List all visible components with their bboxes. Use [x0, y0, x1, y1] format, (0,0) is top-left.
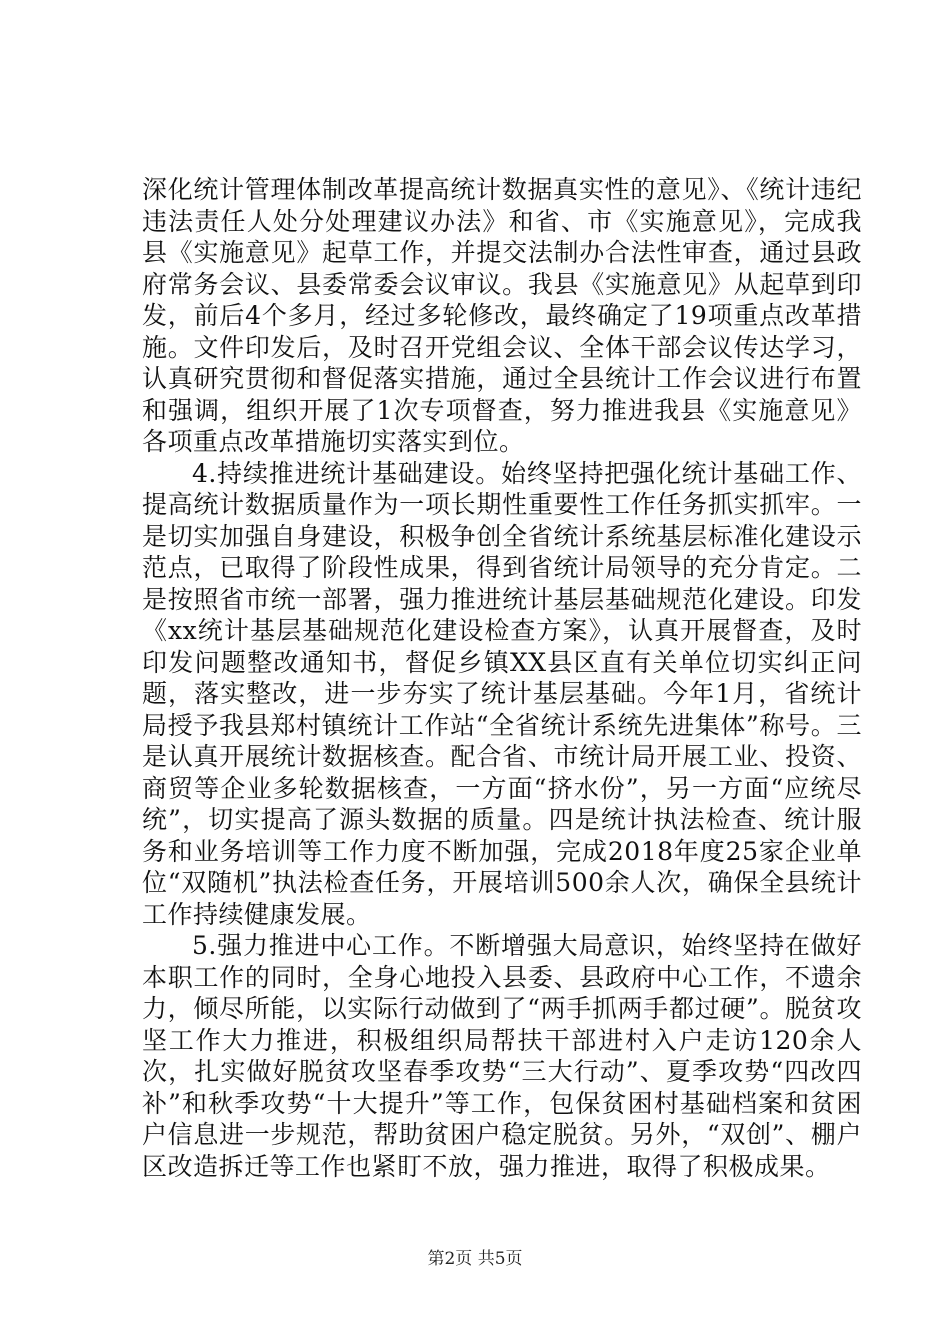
document-body: [142, 174, 862, 1182]
page-number-footer: 第2页 共5页: [427, 1249, 523, 1269]
paragraph-continuation: 深化统计管理体制改革提高统计数据真实性的意见》、《统计违纪违法责任人处分处理建议办法》和省、市《实施意见》，完成我县《实施意见》起草工作，并提交法制办合法性审查，通过县政府常务会议、县委常委会议审议。我县《实施意见》从起草到印发，前后4个多月，经过多轮修改，最终确定了19项重点改革措施。文件印发后，及时召开党组会议、全体干部会议传达学习，认真研究贯彻和督促落实措施，通过全县统计工作会议进行布置和强调，组织开展了1次专项督查，努力推进我县《实施意见》各项重点改革措施切实落实到位。: [142, 175, 862, 456]
paragraph-item-4: 4.持续推进统计基础建设。始终坚持把强化统计基础工作、提高统计数据质量作为一项长期性重要性工作任务抓实抓牢。一是切实加强自身建设，积极争创全省统计系统基层标准化建设示范点，已取得了阶段性成果，得到省统计局领导的充分肯定。二是按照省市统一部署，强力推进统计基层基础规范化建设。印发《xx统计基层基础规范化建设检查方案》，认真开展督查，及时印发问题整改通知书，督促乡镇XX县区直有关单位切实纠正问题，落实整改，进一步夯实了统计基层基础。今年1月，省统计局授予我县郑村镇统计工作站“全省统计系统先进集体”称号。三是认真开展统计数据核查。配合省、市统计局开展工业、投资、商贸等企业多轮数据核查，一方面“挤水份”，另一方面“应统尽统”，切实提高了源头数据的质量。四是统计执法检查、统计服务和业务培训等工作力度不断加强，完成2018年度25家企业单位“双随机”执法检查任务，开展培训500余人次，确保全县统计工作持续健康发展。: [142, 458, 862, 929]
paragraph-item-5: 5.强力推进中心工作。不断增强大局意识，始终坚持在做好本职工作的同时，全身心地投入县委、县政府中心工作，不遗余力，倾尽所能，以实际行动做到了“两手抓两手都过硬”。脱贫攻坚工作大力推进，积极组织局帮扶干部进村入户走访120余人次，扎实做好脱贫攻坚春季攻势“三大行动”、夏季攻势“四改四补”和秋季攻势“十大提升”等工作，包保贫困村基础档案和贫困户信息进一步规范，帮助贫困户稳定脱贫。另外，“双创”、棚户区改造拆迁等工作也紧盯不放，强力推进，取得了积极成果。: [142, 931, 862, 1181]
